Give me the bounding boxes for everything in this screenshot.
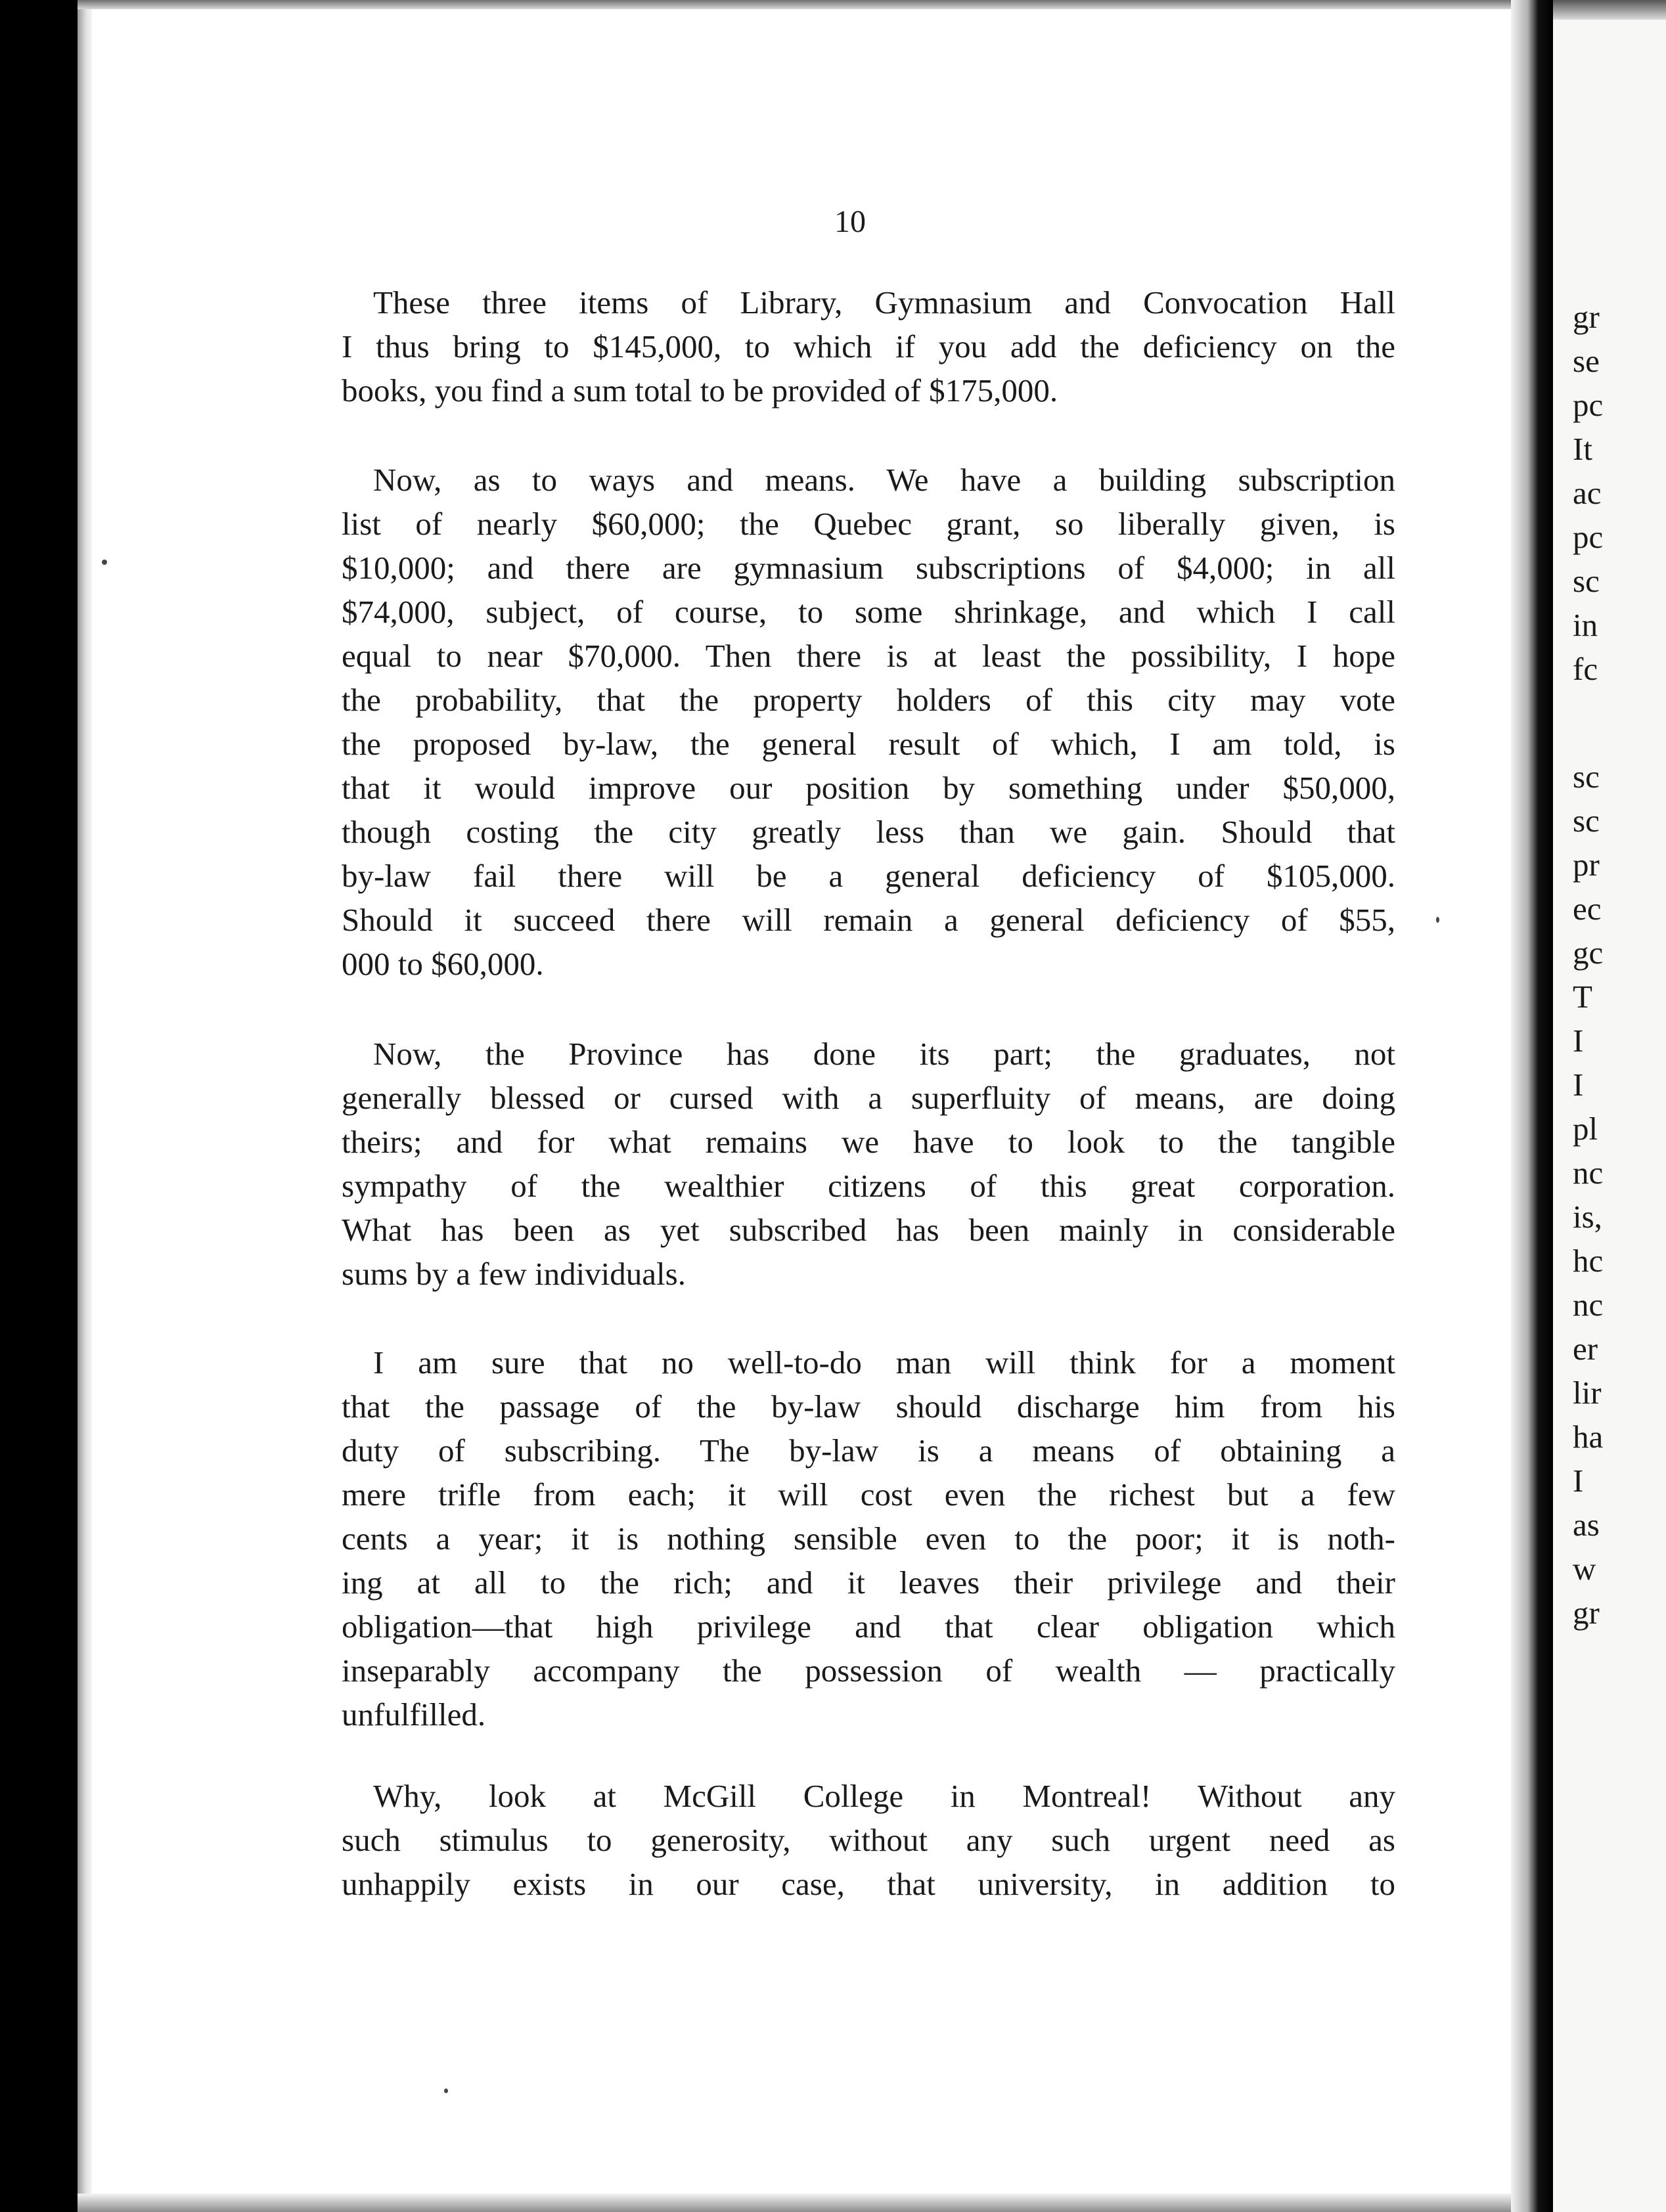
- scan-speck: [102, 560, 107, 565]
- text-line: $10,000; and there are gymnasium subscriptions of $4,000; in all: [342, 550, 1395, 586]
- facing-text-fragment: I: [1573, 1067, 1584, 1103]
- facing-page-top-edge: [1553, 0, 1666, 20]
- scan-speck: [1436, 917, 1439, 923]
- text-line: sympathy of the wealthier citizens of this great corporation.: [342, 1168, 1395, 1204]
- text-line: generally blessed or cursed with a superfluity of means, are doing: [342, 1080, 1395, 1116]
- facing-text-fragment: gr: [1573, 299, 1600, 335]
- facing-page: [1553, 0, 1666, 2212]
- facing-text-fragment: as: [1573, 1507, 1600, 1543]
- text-line: mere trifle from each; it will cost even the richest but a few: [342, 1476, 1395, 1513]
- text-line: that the passage of the by-law should discharge him from his: [342, 1388, 1395, 1425]
- text-line: books, you find a sum total to be provided of $175,000.: [342, 372, 1058, 409]
- text-line: unhappily exists in our case, that university, in addition to: [342, 1866, 1395, 1902]
- facing-text-fragment: pl: [1573, 1111, 1598, 1147]
- text-line: sums by a few individuals.: [342, 1256, 686, 1292]
- facing-text-fragment: T: [1573, 979, 1592, 1015]
- text-line: $74,000, subject, of course, to some shrinkage, and which I call: [342, 594, 1395, 630]
- text-line: unfulfilled.: [342, 1696, 486, 1733]
- text-line: cents a year; it is nothing sensible even to the poor; it is noth-: [342, 1520, 1395, 1557]
- facing-text-fragment: hc: [1573, 1243, 1604, 1279]
- facing-text-fragment: It: [1573, 431, 1592, 467]
- text-line: list of nearly $60,000; the Quebec grant, so liberally given, is: [342, 506, 1395, 542]
- text-line: Now, as to ways and means. We have a building subscription: [373, 462, 1395, 498]
- facing-text-fragment: I: [1573, 1463, 1584, 1499]
- facing-text-fragment: ha: [1573, 1419, 1604, 1455]
- text-line: I am sure that no well-to-do man will think for a moment: [373, 1344, 1395, 1381]
- facing-text-fragment: gr: [1573, 1595, 1600, 1631]
- text-line: that it would improve our position by something under $50,000,: [342, 770, 1395, 806]
- text-line: though costing the city greatly less than we gain. Should that: [342, 814, 1395, 850]
- facing-text-fragment: pc: [1573, 387, 1604, 423]
- page-number: 10: [834, 204, 866, 239]
- text-line: Now, the Province has done its part; the graduates, not: [373, 1036, 1395, 1072]
- facing-text-fragment: nc: [1573, 1287, 1604, 1323]
- text-line: Why, look at McGill College in Montreal! Without any: [373, 1778, 1395, 1814]
- facing-text-fragment: se: [1573, 343, 1600, 379]
- text-line: Should it succeed there will remain a general deficiency of $55,: [342, 902, 1395, 938]
- text-line: by-law fail there will be a general deficiency of $105,000.: [342, 858, 1395, 894]
- text-line: What has been as yet subscribed has been mainly in considerable: [342, 1212, 1395, 1248]
- text-line: theirs; and for what remains we have to look to the tangible: [342, 1124, 1395, 1160]
- facing-text-fragment: er: [1573, 1331, 1598, 1367]
- text-line: 000 to $60,000.: [342, 946, 544, 982]
- facing-text-fragment: fc: [1573, 651, 1598, 687]
- text-line: the proposed by-law, the general result of which, I am told, is: [342, 726, 1395, 762]
- facing-text-fragment: pr: [1573, 847, 1600, 883]
- text-line: the probability, that the property holders of this city may vote: [342, 682, 1395, 718]
- text-line: obligation—that high privilege and that clear obligation which: [342, 1608, 1395, 1645]
- facing-text-fragment: nc: [1573, 1155, 1604, 1191]
- facing-text-fragment: ec: [1573, 891, 1602, 927]
- book-gutter: [1511, 0, 1553, 2212]
- facing-text-fragment: I: [1573, 1023, 1584, 1059]
- text-line: equal to near $70,000. Then there is at least the possibility, I hope: [342, 638, 1395, 674]
- facing-text-fragment: pc: [1573, 519, 1604, 555]
- facing-text-fragment: w: [1573, 1551, 1596, 1587]
- text-line: inseparably accompany the possession of wealth — practically: [342, 1652, 1395, 1689]
- facing-text-fragment: is,: [1573, 1199, 1602, 1235]
- text-line: ing at all to the rich; and it leaves their privilege and their: [342, 1564, 1395, 1601]
- text-line: I thus bring to $145,000, to which if you add the deficiency on the: [342, 328, 1395, 365]
- scan-speck: [444, 2089, 448, 2093]
- facing-text-fragment: gc: [1573, 935, 1604, 971]
- facing-text-fragment: in: [1573, 607, 1598, 643]
- facing-text-fragment: sc: [1573, 803, 1600, 839]
- text-line: such stimulus to generosity, without any such urgent need as: [342, 1822, 1395, 1858]
- facing-text-fragment: sc: [1573, 759, 1600, 795]
- text-line: duty of subscribing. The by-law is a means of obtaining a: [342, 1432, 1395, 1469]
- facing-text-fragment: ac: [1573, 475, 1602, 511]
- facing-text-fragment: sc: [1573, 563, 1600, 599]
- text-line: These three items of Library, Gymnasium and Convocation Hall: [373, 284, 1395, 321]
- facing-text-fragment: lir: [1573, 1375, 1602, 1411]
